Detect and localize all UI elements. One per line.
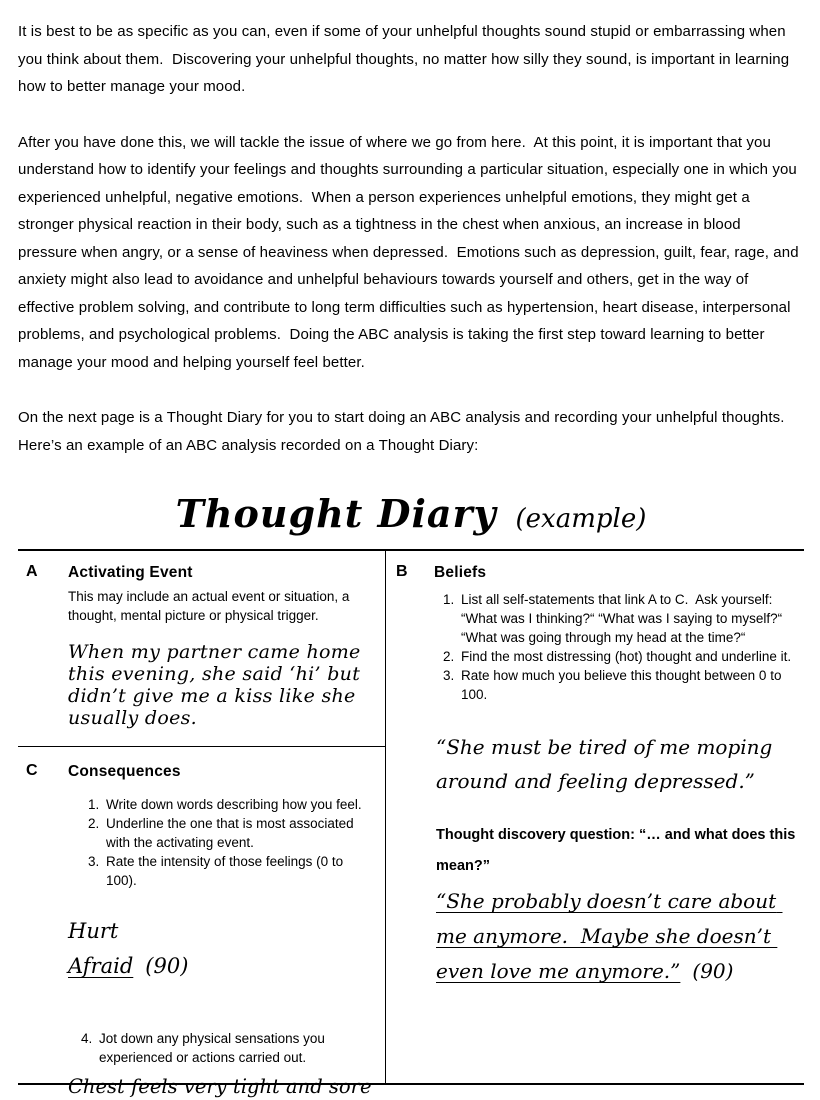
table-left-column	[18, 551, 385, 1098]
cell-b-letter: B	[396, 563, 408, 580]
cell-c-feeling-1: Hurt	[68, 919, 119, 943]
cell-consequences	[18, 747, 385, 1098]
cell-c-feeling-2	[68, 951, 375, 981]
cell-b-instruction-list	[434, 590, 796, 704]
cell-b-instruction-1: 1. List all self-statements that link A to C. Ask yourself: “What was I thinking?“ “What was I saying to myself?“ “What was going through my head at the time?“	[458, 590, 796, 647]
cell-b-heading: Beliefs	[434, 564, 487, 581]
cell-c-instruction-4: 4. Jot down any physical sensations you experienced or actions carried out.	[96, 1029, 375, 1067]
cell-beliefs	[385, 551, 804, 1083]
cell-b-handwritten-hot-thought	[436, 884, 796, 989]
cell-c-handwritten-entry: Chest feels very tight and sore	[68, 1075, 372, 1098]
cell-b-instruction-3: 3. Rate how much you believe this thought between 0 to 100.	[458, 666, 796, 704]
page-title	[18, 491, 804, 536]
cell-b-thought-discovery-question: Thought discovery question: “… and what does this mean?”	[436, 827, 800, 874]
thought-diary-table	[18, 549, 804, 1098]
cell-a-handwritten-entry: When my partner came home this evening, she said ‘hi’ but didn’t give me a kiss like she usually does.	[68, 641, 367, 729]
cell-b-hot-thought-rating: (90)	[692, 959, 734, 983]
cell-a-heading: Activating Event	[68, 564, 193, 581]
intro-paragraph-1: It is best to be as specific as you can, even if some of your unhelpful thoughts sound stupid or embarrassing when you think about them. Discovering your unhelpful thoughts, no matter how silly they sound, is important in learning how to better manage your mood.	[18, 23, 794, 95]
cell-c-instruction-1: 1. Write down words describing how you feel.	[103, 795, 375, 814]
cell-b-instruction-2: 2. Find the most distressing (hot) thought and underline it.	[458, 647, 796, 666]
cell-c-heading: Consequences	[68, 763, 181, 780]
cell-c-feeling-2-rating: (90)	[145, 954, 189, 978]
cell-activating-event	[18, 551, 385, 747]
cell-c-instruction-list	[68, 795, 375, 890]
cell-c-instruction-3: 3. Rate the intensity of those feelings (0 to 100).	[103, 852, 375, 890]
cell-c-letter: C	[26, 762, 38, 779]
intro-paragraph-3: On the next page is a Thought Diary for you to start doing an ABC analysis and recording your unhelpful thoughts. Here’s an example of an ABC analysis recorded on a Thought Diary:	[18, 409, 794, 454]
page-title-example-suffix: (example)	[515, 504, 647, 534]
cell-c-feeling-2-word: Afraid	[68, 954, 134, 978]
cell-a-description: This may include an actual event or situation, a thought, mental picture or physical trigger.	[68, 589, 354, 623]
page-title-main: Thought Diary	[175, 491, 497, 536]
cell-b-hot-thought-text: “She probably doesn’t care about me anymore. Maybe she doesn’t even love me anymore.”	[436, 889, 783, 983]
cell-c-instruction-2: 2. Underline the one that is most associated with the activating event.	[103, 814, 375, 852]
cell-a-letter: A	[26, 563, 38, 580]
cell-c-instruction-list-continued	[68, 1029, 375, 1067]
intro-paragraph-2: After you have done this, we will tackle the issue of where we go from here. At this point, it is important that you understand how to identify your feelings and thoughts surrounding a particular situation, especially one in which you experienced unhelpful, negative emotions. When a person experiences unhelpful emotions, they might get a stronger physical reaction in their body, such as a tightness in the chest when anxious, an increase in blood pressure when angry, or a sense of heaviness when depressed. Emotions such as depression, guilt, fear, rage, and anxiety might also lead to avoidance and unhelpful behaviours towards yourself and others, get in the way of effective problem solving, and contribute to long term difficulties such as hypertension, heart disease, interpersonal problems, and psychological problems. Doing the ABC analysis is taking the first step toward learning to better manage your mood and helping yourself feel better.	[18, 133, 803, 371]
cell-b-handwritten-belief: “She must be tired of me moping around and feeling depressed.”	[436, 735, 779, 793]
